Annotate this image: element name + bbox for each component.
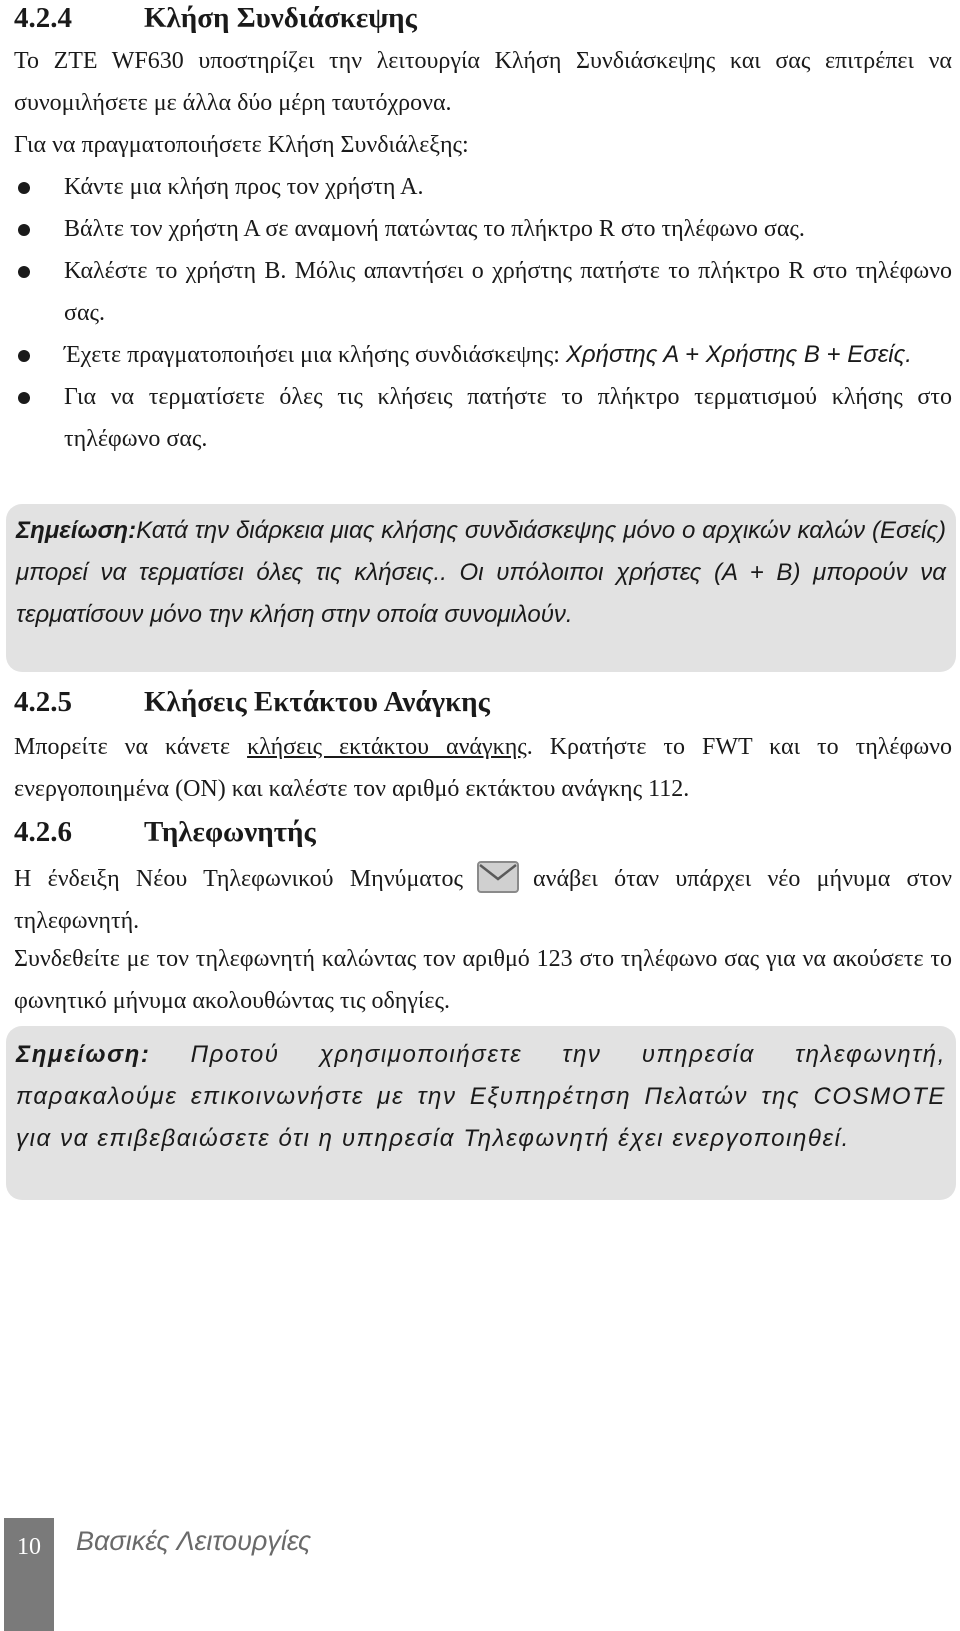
- section-heading-4-2-5: [14, 684, 490, 720]
- section-number: 4.2.4: [14, 2, 72, 34]
- steps-list: [14, 166, 952, 460]
- section-title: Κλήσεις Εκτάκτου Ανάγκης: [144, 686, 490, 718]
- voicemail-access-paragraph: Συνδεθείτε με τον τηλεφωνητή καλώντας τον αριθμό 123 στο τηλέφωνο σας για να ακούσετε το φωνητικό μήνυμα ακολουθώντας τις οδηγίες.: [14, 946, 952, 1014]
- list-item: Για να τερματίσετε όλες τις κλήσεις πατήστε το πλήκτρο τερματισμού κλήσης στο τηλέφωνο σας.: [14, 376, 952, 460]
- section-number: 4.2.5: [14, 686, 72, 718]
- bullet-dot-icon: [18, 266, 30, 278]
- envelope-icon: [477, 861, 519, 893]
- chapter-title: Βασικές Λειτουργίες: [76, 1526, 312, 1556]
- section-heading-4-2-4: [14, 0, 417, 36]
- note-label: Σημείωση:: [16, 517, 137, 544]
- bullet-dot-icon: [18, 182, 30, 194]
- voicemail-indicator-paragraph: Η ένδειξη Νέου Τηλεφωνικού Μηνύματος ανάβει όταν υπάρχει νέο μήνυμα στον τηλεφωνητή.: [14, 858, 952, 942]
- page-number: 10: [17, 1534, 41, 1560]
- note-box-conference: [6, 504, 956, 672]
- emergency-paragraph: Μπορείτε να κάνετε κλήσεις εκτάκτου ανάγκης. Κρατήστε το FWT και το τηλέφωνο ενεργοποιημένα (ON) και καλέστε τον αριθμό εκτάκτου ανάγκης 112.: [14, 734, 953, 802]
- list-item: Βάλτε τον χρήστη Α σε αναμονή πατώντας το πλήκτρο R στο τηλέφωνο σας.: [14, 208, 952, 250]
- note-label: Σημείωση:: [16, 1041, 151, 1068]
- list-item: Καλέστε το χρήστη Β. Μόλις απαντήσει ο χρήστης πατήστε το πλήκτρο R στο τηλέφωνο σας.: [14, 250, 952, 334]
- section-title: Τηλεφωνητής: [144, 816, 316, 848]
- emergency-calls-link[interactable]: κλήσεις εκτάκτου ανάγκης: [247, 734, 527, 760]
- bullet-dot-icon: [18, 350, 30, 362]
- conference-participants: Χρήστης Α + Χρήστης Β + Εσείς.: [565, 341, 912, 368]
- note-text: Κατά την διάρκεια μιας κλήσης συνδιάσκεψης μόνο ο αρχικών καλών (Εσείς) μπορεί να τερματίσει όλες τις κλήσεις.. Οι υπόλοιποι χρήστες (Α + Β) μπορούν να τερματίσουν μόνο την κλήση στην οποία συνομιλούν.: [16, 517, 946, 628]
- section-heading-4-2-6: [14, 814, 316, 850]
- note-box-voicemail: [6, 1026, 956, 1200]
- note-text: Προτού χρησιμοποιήσετε την υπηρεσία τηλεφωνητή, παρακαλούμε επικοινωνήστε με την Εξυπηρέτηση Πελατών της COSMOTE για να επιβεβαιώσετε ότι η υπηρεσία Τηλεφωνητή έχει ενεργοποιηθεί.: [16, 1041, 946, 1152]
- section-intro-paragraph: Το ZTE WF630 υποστηρίζει την λειτουργία Κλήση Συνδιάσκεψης και σας επιτρέπει να συνομιλήσετε με άλλα δύο μέρη ταυτόχρονα.: [14, 48, 952, 116]
- list-item: Έχετε πραγματοποιήσει μια κλήσης συνδιάσκεψης: Χρήστης Α + Χρήστης Β + Εσείς.: [14, 334, 952, 376]
- bullet-dot-icon: [18, 224, 30, 236]
- bullet-dot-icon: [18, 392, 30, 404]
- section-number: 4.2.6: [14, 816, 72, 848]
- steps-intro: Για να πραγματοποιήσετε Κλήση Συνδιάλεξης:: [14, 132, 469, 158]
- section-title: Κλήση Συνδιάσκεψης: [144, 2, 417, 34]
- list-item: Κάντε μια κλήση προς τον χρήστη Α.: [14, 166, 952, 208]
